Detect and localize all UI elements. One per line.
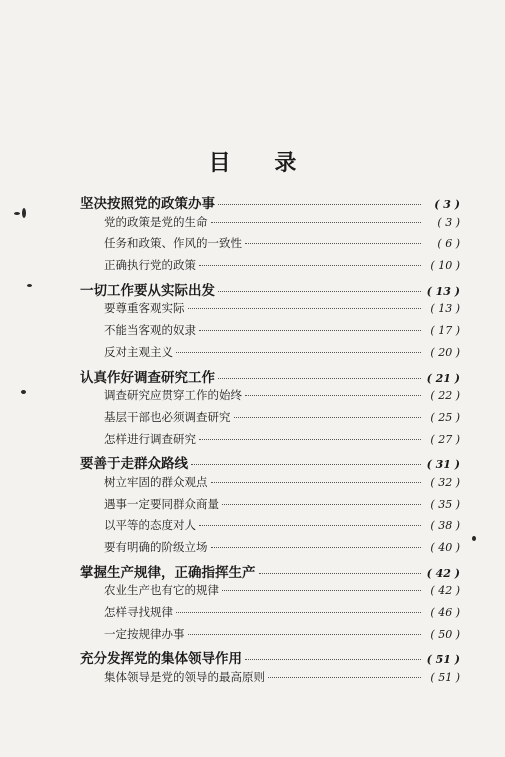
chapter-page-number: ( 21 )	[426, 371, 460, 385]
section-title: 不能当客观的奴隶	[104, 323, 196, 338]
toc-chapter	[80, 452, 460, 474]
dot-leader	[218, 378, 421, 379]
scan-mark	[27, 284, 32, 287]
section-title: 怎样进行调查研究	[104, 431, 196, 446]
scan-mark	[14, 212, 20, 215]
section-title: 集体领导是党的领导的最高原则	[104, 670, 265, 685]
page-title: 目 录	[208, 150, 315, 176]
toc-section	[80, 257, 460, 279]
section-page-number: ( 35 )	[430, 497, 460, 511]
dot-leader	[245, 395, 421, 396]
dot-leader	[234, 417, 422, 418]
dot-leader	[259, 573, 422, 574]
toc-section	[80, 626, 460, 648]
toc-section	[80, 300, 460, 322]
chapter-title: 充分发挥党的集体领导作用	[80, 651, 242, 668]
section-page-number: ( 42 )	[430, 584, 460, 598]
dot-leader	[245, 659, 421, 660]
toc-section	[80, 387, 460, 409]
chapter-title: 认真作好调查研究工作	[80, 369, 215, 386]
table-of-contents	[80, 192, 460, 691]
section-title: 农业生产也有它的规律	[104, 583, 219, 598]
toc-chapter	[80, 647, 460, 669]
toc-section	[80, 604, 460, 626]
toc-section	[80, 496, 460, 518]
section-page-number: ( 22 )	[430, 389, 460, 403]
toc-section	[80, 582, 460, 604]
dot-leader	[199, 330, 421, 331]
toc-section	[80, 235, 460, 257]
dot-leader	[222, 590, 421, 591]
chapter-title: 一切工作要从实际出发	[80, 282, 215, 299]
section-page-number: ( 32 )	[430, 475, 460, 489]
section-title: 一定按规律办事	[104, 626, 185, 641]
section-page-number: ( 51 )	[430, 671, 460, 685]
section-title: 调查研究应贯穿工作的始终	[104, 388, 242, 403]
toc-chapter	[80, 366, 460, 388]
toc-section	[80, 214, 460, 236]
dot-leader	[199, 265, 421, 266]
dot-leader	[199, 525, 421, 526]
dot-leader	[199, 439, 421, 440]
section-title: 任务和政策、作风的一致性	[104, 236, 242, 251]
dot-leader	[218, 291, 421, 292]
dot-leader	[191, 464, 421, 465]
chapter-title: 要善于走群众路线	[80, 456, 188, 473]
dot-leader	[188, 634, 422, 635]
dot-leader	[211, 222, 422, 223]
scan-mark	[22, 208, 26, 218]
toc-section	[80, 322, 460, 344]
scan-mark	[21, 390, 26, 394]
scan-mark	[472, 536, 476, 541]
dot-leader	[176, 352, 421, 353]
dot-leader	[245, 243, 421, 244]
chapter-title: 坚决按照党的政策办事	[80, 196, 215, 212]
dot-leader	[218, 204, 421, 205]
section-page-number: ( 50 )	[430, 627, 460, 641]
section-title: 要有明确的阶级立场	[104, 540, 208, 554]
chapter-page-number: ( 51 )	[426, 653, 460, 667]
chapter-page-number: ( 31 )	[426, 458, 460, 472]
section-title: 党的政策是党的生命	[104, 214, 208, 229]
toc-section	[80, 344, 460, 366]
section-page-number: ( 20 )	[430, 345, 460, 359]
section-title: 怎样寻找规律	[104, 605, 173, 620]
section-title: 基层干部也必须调查研究	[104, 409, 231, 424]
toc-chapter	[80, 192, 460, 214]
section-title: 遇事一定要同群众商量	[104, 496, 219, 511]
toc-section	[80, 517, 460, 539]
section-page-number: ( 10 )	[430, 259, 460, 273]
dot-leader	[211, 547, 422, 548]
section-page-number: ( 40 )	[430, 541, 460, 554]
chapter-page-number: ( 42 )	[426, 566, 460, 580]
section-page-number: ( 13 )	[430, 302, 460, 316]
section-page-number: ( 27 )	[430, 432, 460, 446]
toc-section	[80, 409, 460, 431]
section-page-number: ( 38 )	[430, 519, 460, 533]
toc-section	[80, 669, 460, 691]
section-page-number: ( 25 )	[430, 410, 460, 424]
toc-chapter	[80, 279, 460, 301]
dot-leader	[222, 504, 421, 505]
dot-leader	[268, 677, 421, 678]
section-page-number: ( 46 )	[430, 606, 460, 620]
chapter-page-number: ( 3 )	[434, 198, 460, 211]
chapter-title: 掌握生产规律，正确指挥生产	[80, 564, 256, 581]
section-title: 树立牢固的群众观点	[104, 474, 208, 489]
toc-section	[80, 539, 460, 561]
toc-section	[80, 474, 460, 496]
section-title: 正确执行党的政策	[104, 258, 196, 273]
dot-leader	[211, 482, 422, 483]
toc-chapter	[80, 561, 460, 583]
dot-leader	[176, 612, 421, 613]
section-page-number: ( 3 )	[437, 215, 460, 229]
section-page-number: ( 6 )	[437, 237, 460, 251]
section-title: 要尊重客观实际	[104, 301, 185, 316]
section-page-number: ( 17 )	[430, 324, 460, 338]
section-title: 以平等的态度对人	[104, 518, 196, 533]
dot-leader	[188, 308, 422, 309]
section-title: 反对主观主义	[104, 344, 173, 359]
toc-section	[80, 431, 460, 453]
chapter-page-number: ( 13 )	[426, 284, 460, 298]
